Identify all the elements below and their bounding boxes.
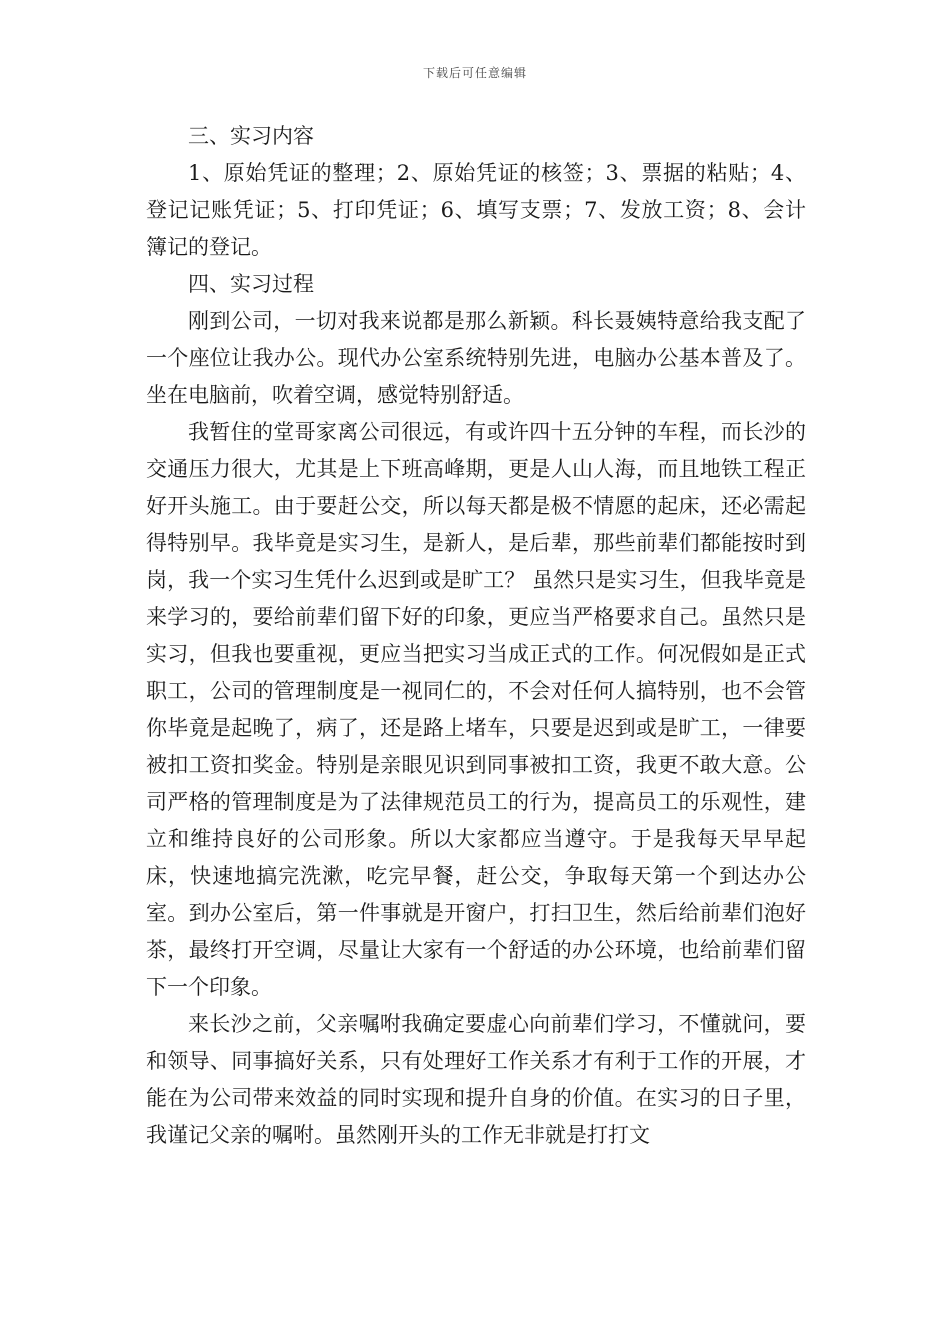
paragraph-commute: 我暂住的堂哥家离公司很远，有或许四十五分钟的车程，而长沙的交通压力很大，尤其是上下班高峰期，更是人山人海，而且地铁工程正好开头施工。由于要赶公交，所以每天都是极不情愿的起床，还必需起得特别早。我毕竟是实习生，是新人，是后辈，那些前辈们都能按时到岗，我一个实习生凭什么迟到或是旷工？ 虽然只是实习生，但我毕竟是来学习的，要给前辈们留下好的印象，更应当严格要求自己。虽然只是实习，但我也要重视，更应当把实习当成正式的工作。何况假如是正式职工，公司的管理制度是一视同仁的，不会对任何人搞特别，也不会管你毕竟是起晚了，病了，还是路上堵车，只要是迟到或是旷工，一律要被扣工资扣奖金。特别是亲眼见识到同事被扣工资，我更不敢大意。公司严格的管理制度是为了法律规范员工的行为，提高员工的乐观性，建立和维持良好的公司形象。所以大家都应当遵守。于是我每天早早起床，快速地搞完洗漱，吃完早餐，赶公交，争取每天第一个到达办公室。到办公室后，第一件事就是开窗户，打扫卫生，然后给前辈们泡好茶，最终打开空调，尽量让大家有一个舒适的办公环境，也给前辈们留下一个印象。: [146, 420, 806, 999]
paragraph-task-list: 1、原始凭证的整理；2、原始凭证的核签；3、票据的粘贴；4、登记记账凭证；5、打印凭证；6、填写支票；7、发放工资；8、会计簿记的登记。: [146, 161, 806, 259]
paragraph-father-advice: 来长沙之前，父亲嘱咐我确定要虚心向前辈们学习，不懂就问，要和领导、同事搞好关系，只有处理好工作关系才有利于工作的开展，才能在为公司带来效益的同时实现和提升自身的价值。在实习的日子里，我谨记父亲的嘱咐。虽然刚开头的工作无非就是打打文: [146, 1012, 806, 1147]
section-heading-internship-content: 三、实习内容: [188, 124, 314, 148]
document-body: [146, 118, 806, 1154]
page-header: 下载后可任意编辑: [422, 66, 527, 80]
paragraph-arrival: 刚到公司，一切对我来说都是那么新颖。科长聂姨特意给我支配了一个座位让我办公。现代办公室系统特别先进，电脑办公基本普及了。坐在电脑前，吹着空调，感觉特别舒适。: [146, 309, 806, 407]
section-heading-internship-process: 四、实习过程: [188, 272, 314, 296]
